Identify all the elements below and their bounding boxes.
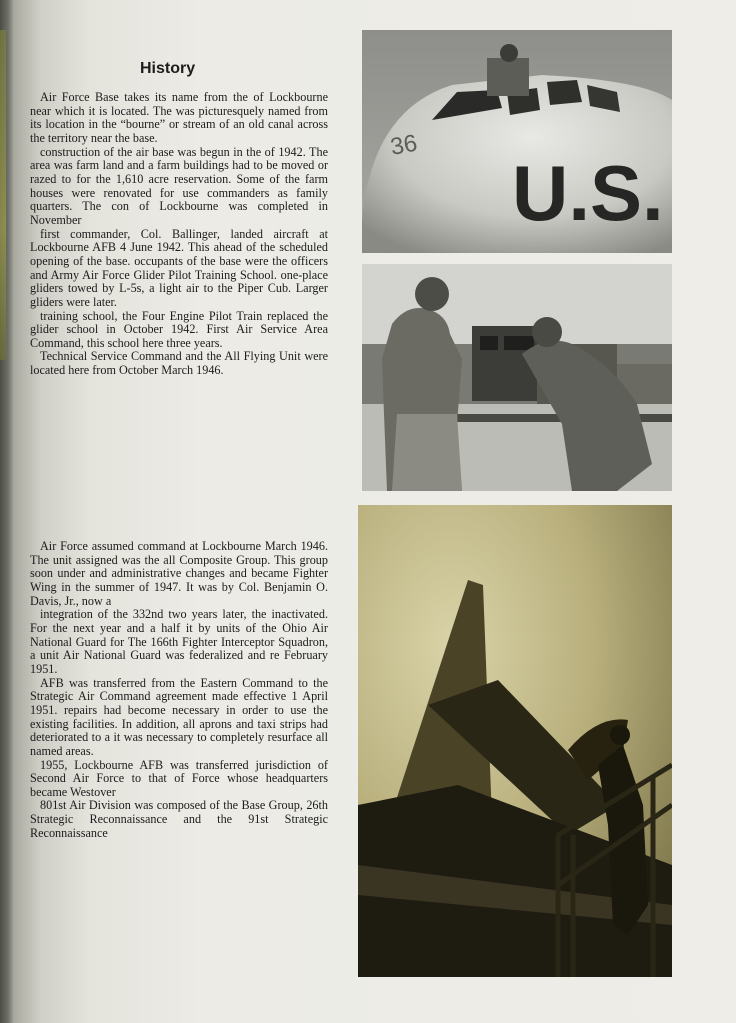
photo-aircraft-tail xyxy=(358,505,672,977)
paragraph: integration of the 332nd two years later, the inactivated. For the next year and a half it by units of the Ohio Air National Guard for The 166th Fighter Interceptor Squadron, a unit Air National Guard was federalized and re February 1951. xyxy=(30,607,328,676)
history-text-lower xyxy=(30,540,328,840)
photo-airmen-equipment xyxy=(362,264,672,491)
facing-page-edge xyxy=(0,30,6,360)
paragraph: Air Force assumed command at Lockbourne March 1946. The unit assigned was the all Composite Group. This group soon under and administrative changes and became Fighter Wing in the summer of 1947. It was by Col. Benjamin O. Davis, Jr., now a xyxy=(30,539,328,608)
paragraph: 801st Air Division was composed of the Base Group, 26th Strategic Reconnaissance and the 91st Strategic Reconnaissance xyxy=(30,798,328,840)
paragraph: Technical Service Command and the All Flying Unit were located here from October March 1946. xyxy=(30,349,328,378)
section-heading: History xyxy=(140,60,196,77)
paragraph: 1955, Lockbourne AFB was transferred jurisdiction of Second Air Force to that of Force whose headquarters became Westover xyxy=(30,757,328,799)
paragraph: Air Force Base takes its name from the of Lockbourne near which it is located. The was picturesquely named from its location in the “bourne” or stream of an old canal across the territory near the base. xyxy=(30,90,328,145)
aircraft-marking: U.S. xyxy=(512,149,664,237)
paragraph: first commander, Col. Ballinger, landed aircraft at Lockbourne AFB 4 June 1942. This ahead of the scheduled opening of the base. occupants of the base were the officers and Army Air Force Glider Pilot Training School. one-place gliders towed by L-5s, a light air to the Piper Cub. Larger gliders were later. xyxy=(30,226,328,309)
paragraph: training school, the Four Engine Pilot Train replaced the glider school in October 1942. First Air Service Area Command, this school here three years. xyxy=(30,308,328,350)
history-text-upper xyxy=(30,91,328,378)
paragraph: construction of the air base was begun in the of 1942. The area was farm land and a farm buildings had to be moved or razed to for the 1,610 acre reservation. Some of the farm houses were renovated for use commanders as family quarters. The con of Lockbourne was completed in November xyxy=(30,144,328,227)
paragraph: AFB was transferred from the Eastern Command to the Strategic Air Command agreement made effective 1 April 1951. repairs had become necessary in order to use the existing facilities. In addition, all aprons and taxi strips had deteriorated to a it was necessary to completely resurface all named areas. xyxy=(30,675,328,758)
photo-aircraft-nose xyxy=(362,30,672,253)
aircraft-number: 36 xyxy=(388,129,420,161)
